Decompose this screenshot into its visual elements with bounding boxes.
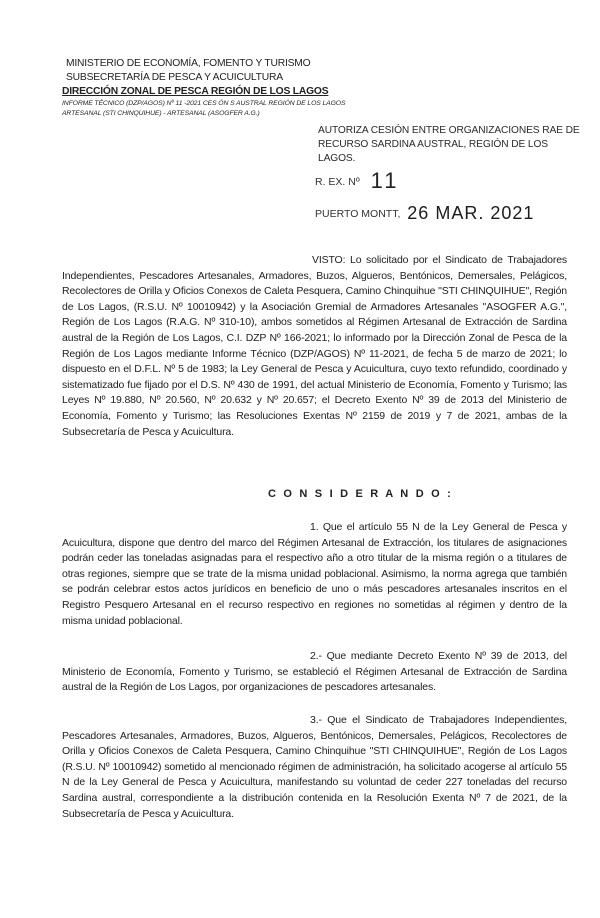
ministry-name: MINISTERIO DE ECONOMÍA, FOMENTO Y TURISMO [66,58,311,69]
resolution-number: 11 [370,168,400,193]
resolution-date: 26 MAR. 2021 [407,203,535,223]
visto-paragraph: VISTO: Lo solicitado por el Sindicato de Trabajadores Independientes, Pescadores Artesanales, Armadores, Buzos, Algueros, Bentónicos, Demersales, Pelágicos, Recolectores de Orilla y Oficios Conexos de Caleta Pesquera, Camino Chinquihue "STI CHINQUIHUE", Región de Los Lagos, (R.S.U. Nº 10010942) y la Asociación Gremial de Armadores Artesanales "ASOGFER A.G.", Región de Los Lagos (R.A.G. Nº 310-10), ambos sometidos al Régimen Artesanal de Extracción de Sardina austral de la Región de Los Lagos, C.I. DZP Nº 166-2021; lo informado por la Dirección Zonal de Pesca de la Región de Los Lagos mediante Informe Técnico (DZP/AGOS) Nº 11-2021, de fecha 5 de marzo de 2021; lo dispuesto en el D.F.L. Nº 5 de 1983; la Ley General de Pesca y Acuicultura, cuyo texto refundido, coordinado y sistematizado fue fijado por el D.S. Nº 430 de 1991, del actual Ministerio de Economía, Fomento y Turismo; las Leyes Nº 19.880, Nº 20.560, Nº 20.632 y Nº 20.657; el Decreto Exento Nº 39 de 2013 del Ministerio de Economía, Fomento y Turismo; las Resoluciones Exentas Nº 2159 de 2019 y 7 de 2021, ambas de la Subsecretaría de Pesca y Acuicultura. [62,254,567,438]
place-date-block [315,203,534,224]
resolution-number-block [315,168,399,194]
considerando-paragraph-1: 1. Que el artículo 55 N de la Ley General de Pesca y Acuicultura, dispone que dentro del marco del Régimen Artesanal de Extracción, los titulares de asignaciones podrán ceder las toneladas asignadas para el respectivo año a otro titular de la misma región o a titulares de otras regiones, siempre que se trate de la misma unidad poblacional. Asimismo, la norma agrega que también se podrán celebrar estos actos jurídicos en beneficio de uno o más pescadores artesanales inscritos en el Registro Pesquero Artesanal en el recurso respectivo en regiones no sometidas al régimen y dentro de la misma unidad poblacional. [62,521,567,627]
institution-header [62,57,362,119]
resolution-label: R. EX. Nº [315,176,360,188]
undersecretariat-name: SUBSECRETARÍA DE PESCA Y ACUICULTURA [66,72,283,83]
considerando-paragraph-3: 3.- Que el Sindicato de Trabajadores Independientes, Pescadores Artesanales, Armadores, Buzos, Algueros, Bentónicos, Demersales, Pelágicos, Recolectores de Orilla y Oficios Conexos de Caleta Pesquera, Camino Chinquihue "STI CHINQUIHUE", Región de Los Lagos (R.S.U. Nº 10010942) sometido al mencionado régimen de administración, ha solicitado acogerse al artículo 55 N de la Ley General de Pesca y Acuicultura, manifestando su voluntad de ceder 227 toneladas del recurso Sardina austral, correspondiente a la distribución contenida en la Resolución Exenta Nº 7 de 2021, de la Subsecretaría de Pesca y Acuicultura. [62,714,567,820]
header-reference-line-2: ARTESANAL (STI CHINQUIHUE) - ARTESANAL (ASOGFER A.G.) [62,110,260,117]
considerando-paragraph-2: 2.- Que mediante Decreto Exento Nº 39 de 2013, del Ministerio de Economía, Fomento y Turismo, se estableció el Régimen Artesanal de Extracción de Sardina austral de la Región de Los Lagos, por organizaciones de pescadores artesanales. [62,650,567,694]
place-name: PUERTO MONTT, [315,208,401,220]
considerando-heading: C O N S I D E R A N D O : [268,488,453,500]
header-reference-line-1: INFORME TÉCNICO (DZP/AGOS) Nº 11 -2021 CES ÓN S AUSTRAL REGIÓN DE LOS LAGOS [62,100,346,107]
resolution-subject: AUTORIZA CESIÓN ENTRE ORGANIZACIONES RAE DE RECURSO SARDINA AUSTRAL, REGIÓN DE LOS LAGOS. [318,125,580,164]
direction-name: DIRECCIÓN ZONAL DE PESCA REGIÓN DE LOS LAGOS [62,86,329,97]
